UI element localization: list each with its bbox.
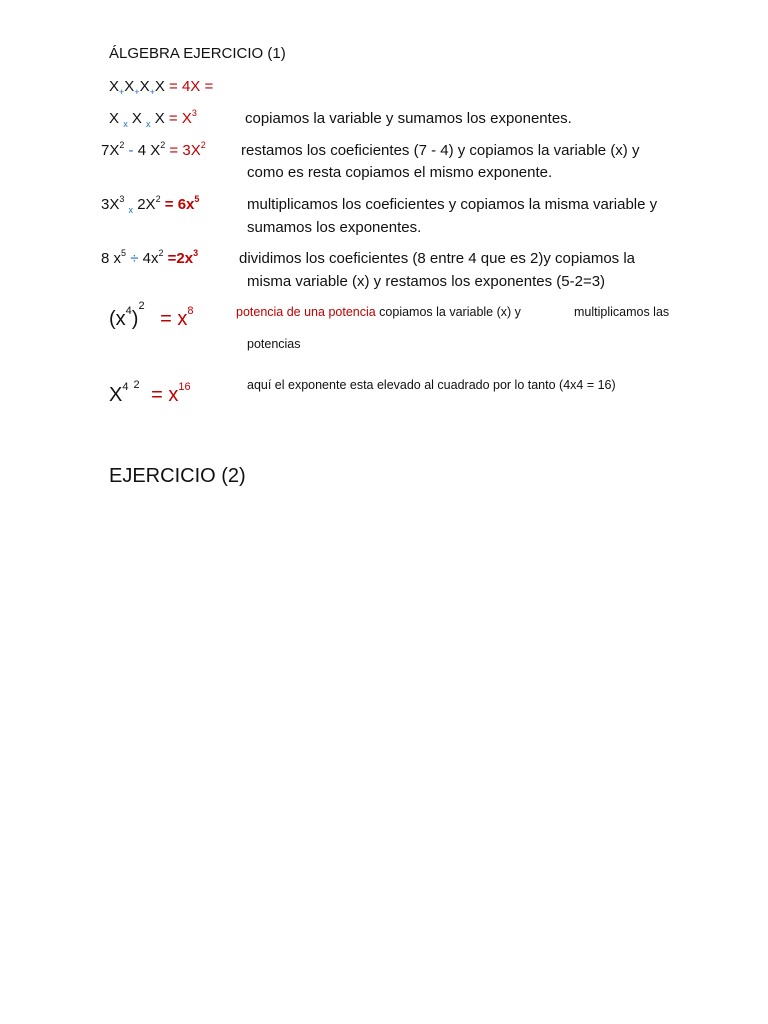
explanation-row-3-line-2: como es resta copiamos el mismo exponente.	[247, 164, 553, 181]
variable: X	[109, 110, 120, 127]
section-2-title: EJERCICIO (2)	[109, 465, 246, 487]
explanation-row-5-line-1: dividimos los coeficientes (8 entre 4 que es 2)y copiamos la	[239, 250, 636, 267]
variable: X	[109, 78, 120, 95]
explanation-row-4-line-2: sumamos los exponentes.	[247, 219, 422, 236]
operator: x	[128, 205, 134, 215]
equation-row-1	[109, 78, 213, 95]
equation-row-4: $3X^3$ $_x$ $2X^2 = 6x^5$	[101, 194, 200, 215]
result: = $3X^2$	[169, 140, 206, 159]
variable: X	[154, 78, 165, 95]
variable: X	[131, 110, 142, 127]
operator: +	[149, 87, 155, 97]
operator: -	[128, 142, 134, 159]
equation-row-2	[109, 110, 197, 127]
page-title: ÁLGEBRA EJERCICIO (1)	[109, 45, 286, 62]
explanation-row-6-line-1: potencia de una potencia copiamos la variable (x) y	[236, 305, 521, 319]
result: = $6x^5$	[164, 194, 200, 213]
equation-row-3: $7X^2 - 4$ $X^2 = 3X^2$	[101, 140, 206, 159]
operator: +	[119, 87, 125, 97]
operator: x	[146, 119, 151, 129]
variable: X	[139, 78, 150, 95]
explanation-row-5-line-2: misma variable (x) y restamos los exponentes (5-2=3)	[247, 273, 606, 290]
result: = $x^8$	[160, 305, 194, 330]
variable: X	[124, 78, 135, 95]
result: = 4X =	[169, 78, 214, 95]
explanation-row-2: copiamos la variable y sumamos los exponentes.	[245, 110, 572, 127]
operator: ÷	[130, 250, 139, 267]
variable: X	[154, 110, 165, 127]
explanation-row-6-end: multiplicamos las	[574, 305, 670, 319]
equation-row-5: 8 $x^5 \div 4x^2 =2x^3$	[101, 248, 199, 267]
equation-row-6: $(x^4)^2 = x^8$	[109, 300, 194, 330]
result: = $x^{16}$	[151, 381, 191, 406]
operator: +	[134, 87, 140, 97]
operator: x	[123, 119, 128, 129]
explanation-row-4-line-1: multiplicamos los coeficientes y copiamos la misma variable y	[247, 196, 658, 213]
explanation-row-3-line-1: restamos los coeficientes (7 - 4) y copiamos la variable (x) y	[241, 142, 640, 159]
explanation-row-7: aquí el exponente esta elevado al cuadrado por lo tanto (4x4 = 16)	[247, 378, 616, 392]
result: = $X^3$	[168, 108, 197, 127]
equation-row-7: $X^4$ $^2 = x^{16}$	[109, 379, 191, 406]
result: $=2x^3$	[167, 248, 199, 267]
explanation-row-6-line-2: potencias	[247, 337, 301, 351]
